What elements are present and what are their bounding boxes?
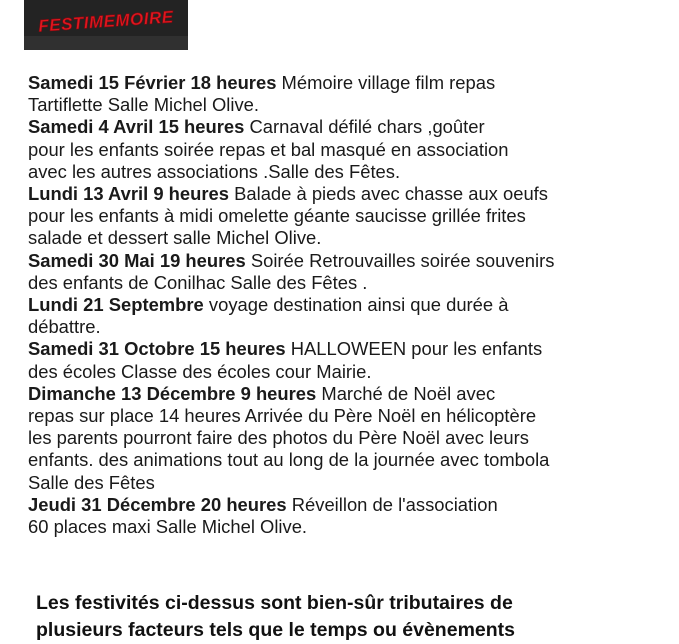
event-description: avec les autres associations .Salle des Fêtes.: [28, 160, 401, 182]
event-date: Samedi 4 Avril 15 heures: [28, 116, 245, 138]
event-description: Salle des Fêtes: [28, 471, 155, 493]
event-date: Dimanche 13 Décembre 9 heures: [28, 382, 317, 404]
event-description: pour les enfants soirée repas et bal masqué en association: [28, 138, 509, 160]
event-description: enfants. des animations tout au long de la journée avec tombola: [28, 449, 550, 471]
event-description: HALLOWEEN pour les enfants: [285, 338, 543, 360]
event-description: Tartiflette Salle Michel Olive.: [28, 94, 259, 116]
events-list: [28, 72, 673, 538]
event-date: Lundi 13 Avril 9 heures: [28, 183, 229, 205]
event-description: Réveillon de l'association: [286, 493, 498, 515]
event-description: Marché de Noël avec: [316, 382, 496, 404]
event-description: voyage destination ainsi que durée à: [203, 294, 509, 316]
event-description: les parents pourront faire des photos du Père Noël avec leurs: [28, 427, 529, 449]
event-item: [28, 116, 673, 183]
event-date: Samedi 31 Octobre 15 heures: [28, 338, 286, 360]
event-description: Balade à pieds avec chasse aux oeufs: [229, 183, 548, 205]
event-description: Carnaval défilé chars ,goûter: [244, 116, 485, 138]
event-item: [28, 250, 673, 294]
footer-line-2: plusieurs facteurs tels que le temps ou évènements: [36, 619, 515, 641]
event-description: des écoles Classe des écoles cour Mairie.: [28, 360, 372, 382]
event-description: 60 places maxi Salle Michel Olive.: [28, 516, 308, 538]
festimemoire-logo: [24, 0, 188, 50]
event-item: [28, 494, 673, 538]
event-item: [28, 338, 673, 382]
logo-text: FESTIMEMOIRE: [37, 7, 175, 36]
event-description: Mémoire village film repas: [276, 72, 496, 93]
event-description: Soirée Retrouvailles soirée souvenirs: [245, 249, 555, 271]
event-date: Samedi 30 Mai 19 heures: [28, 249, 246, 271]
event-item: [28, 294, 673, 338]
event-description: repas sur place 14 heures Arrivée du Père Noël en hélicoptère: [28, 405, 537, 427]
event-item: [28, 383, 673, 494]
event-description: salade et dessert salle Michel Olive.: [28, 227, 322, 249]
footer-line-1: Les festivités ci-dessus sont bien-sûr tributaires de: [36, 592, 513, 614]
event-date: Samedi 15 Février 18 heures: [28, 72, 277, 93]
event-item: [28, 183, 673, 250]
event-date: Jeudi 31 Décembre 20 heures: [28, 493, 287, 515]
event-description: des enfants de Conilhac Salle des Fêtes .: [28, 271, 368, 293]
event-item: [28, 72, 673, 116]
event-description: débattre.: [28, 316, 101, 338]
logo-graphic: [24, 0, 188, 50]
event-description: pour les enfants à midi omelette géante saucisse grillée frites: [28, 205, 526, 227]
footer-note: [36, 590, 656, 644]
event-date: Lundi 21 Septembre: [28, 294, 204, 316]
